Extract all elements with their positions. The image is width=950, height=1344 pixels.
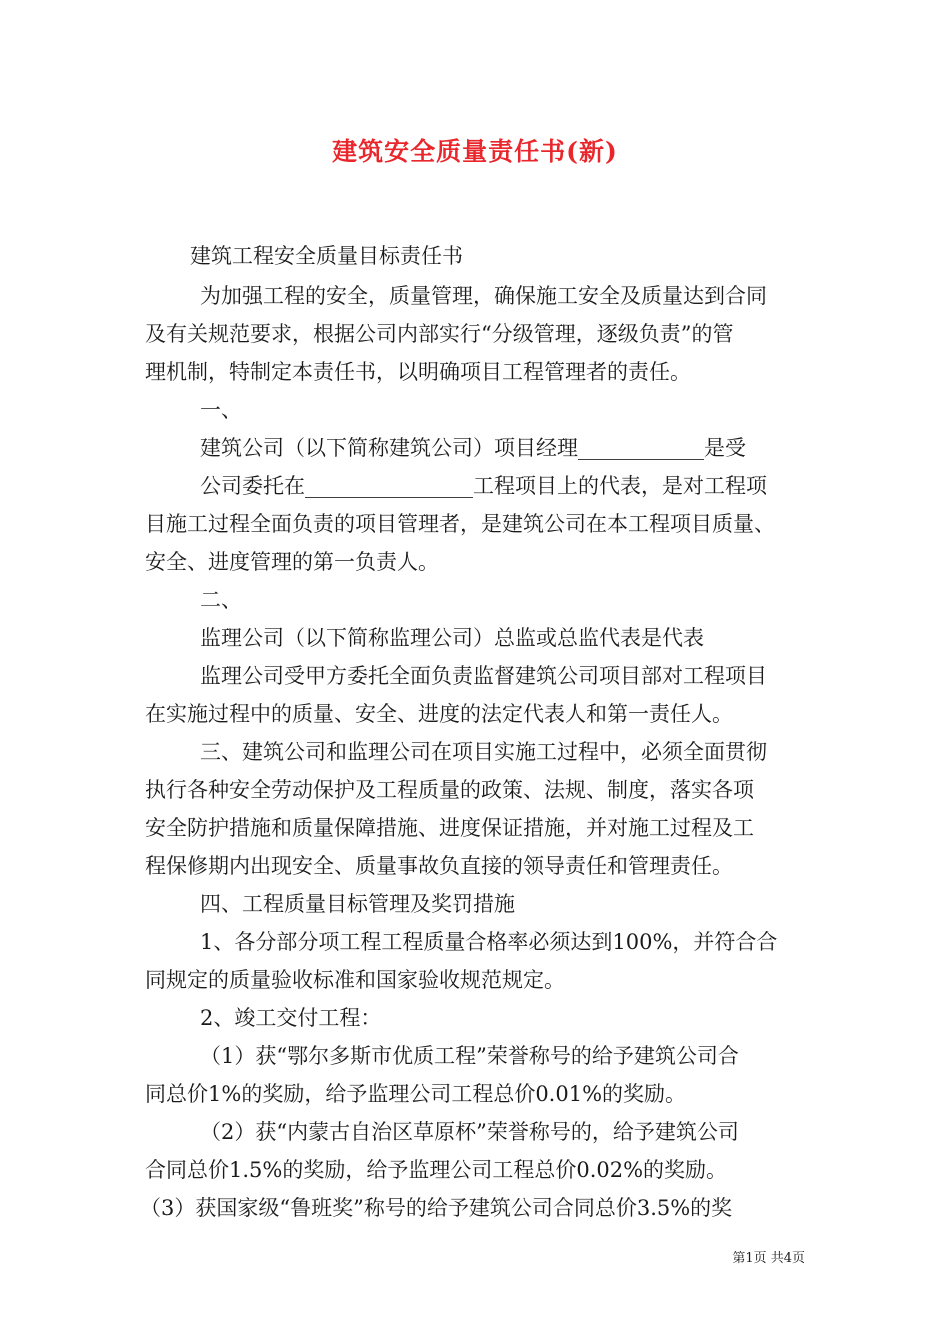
paragraph-line: 三、建筑公司和监理公司在项目实施工过程中，必须全面贯彻 [200, 740, 767, 764]
paragraph-line: 监理公司（以下简称监理公司）总监或总监代表是代表 [200, 626, 704, 650]
paragraph-line: 同规定的质量验收标准和国家验收规范规定。 [145, 968, 565, 992]
paragraph-line: 理机制，特制定本责任书，以明确项目工程管理者的责任。 [145, 360, 691, 384]
paragraph-line: 及有关规范要求，根据公司内部实行“分级管理，逐级负责”的管 [145, 322, 734, 346]
paragraph-line: （1）获“鄂尔多斯市优质工程”荣誉称号的给予建筑公司合 [200, 1044, 739, 1068]
section-heading: 四、工程质量目标管理及奖罚措施 [200, 892, 515, 916]
paragraph-line: 监理公司受甲方委托全面负责监督建筑公司项目部对工程项目 [200, 664, 767, 688]
paragraph-line: 安全防护措施和质量保障措施、进度保证措施，并对施工过程及工 [145, 816, 754, 840]
paragraph-line: 合同总价1.5%的奖励，给予监理公司工程总价0.02%的奖励。 [145, 1158, 728, 1182]
paragraph-line: 在实施过程中的质量、安全、进度的法定代表人和第一责任人。 [145, 702, 733, 726]
paragraph-line: 为加强工程的安全，质量管理，确保施工安全及质量达到合同 [200, 284, 767, 308]
paragraph-line: 1、各分部分项工程工程质量合格率必须达到100%，并符合合 [200, 930, 778, 954]
paragraph-line: 公司委托在________________工程项目上的代表，是对工程项 [200, 474, 767, 498]
paragraph-line: 2、竣工交付工程： [200, 1006, 382, 1030]
section-heading: 一、 [200, 398, 242, 422]
paragraph-line: （2）获“内蒙古自治区草原杯”荣誉称号的，给予建筑公司 [200, 1120, 739, 1144]
subtitle-line: 建筑工程安全质量目标责任书 [190, 244, 463, 268]
paragraph-line: 安全、进度管理的第一负责人。 [145, 550, 439, 574]
paragraph-line: 同总价1%的奖励，给予监理公司工程总价0.01%的奖励。 [145, 1082, 687, 1106]
document-title: 建筑安全质量责任书(新) [332, 137, 618, 166]
paragraph-line: 建筑公司（以下简称建筑公司）项目经理____________是受 [200, 436, 746, 460]
paragraph-line: 目施工过程全面负责的项目管理者，是建筑公司在本工程项目质量、 [145, 512, 775, 536]
paragraph-line: （3）获国家级“鲁班奖”称号的给予建筑公司合同总价3.5%的奖 [140, 1196, 733, 1220]
paragraph-line: 程保修期内出现安全、质量事故负直接的领导责任和管理责任。 [145, 854, 733, 878]
paragraph-line: 执行各种安全劳动保护及工程质量的政策、法规、制度，落实各项 [145, 778, 754, 802]
section-heading: 二、 [200, 588, 242, 612]
page-number: 第1页 共4页 [732, 1251, 805, 1266]
